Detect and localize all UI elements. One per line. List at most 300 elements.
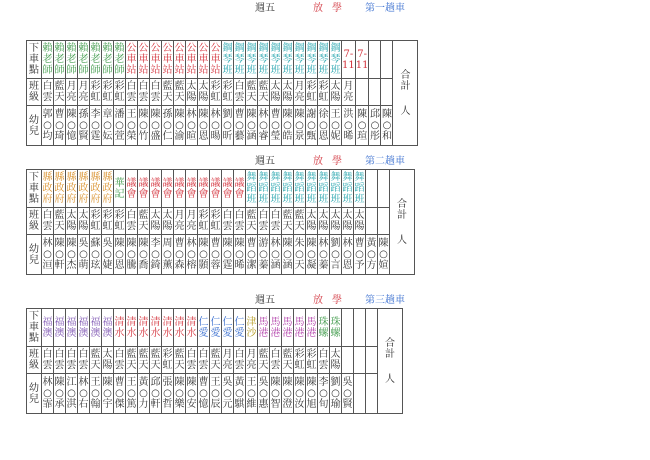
stop-name-char: 政 xyxy=(90,183,101,194)
stop-name-char: 舞 xyxy=(270,172,281,183)
class-name-char: 天 xyxy=(162,92,173,103)
class-name xyxy=(306,349,317,371)
kid-cell xyxy=(342,235,354,275)
kid-name-char: 言 xyxy=(330,260,341,271)
stop-name-char: 車 xyxy=(210,54,221,65)
kid-name-char: ○ xyxy=(115,120,124,131)
stop-cell xyxy=(354,170,366,208)
row-label-class-text-char: 班 xyxy=(29,349,39,360)
row-label-kids xyxy=(27,374,42,414)
class-cell xyxy=(90,79,102,106)
kid-name xyxy=(66,109,77,142)
class-name-char: 天 xyxy=(294,221,305,232)
stop-cell xyxy=(102,170,114,208)
kid-name-char: 惠 xyxy=(258,399,269,410)
kid-name xyxy=(270,109,281,142)
class-name-char: 天 xyxy=(138,360,149,371)
class-name-char: 月 xyxy=(343,81,354,92)
stop-name-char: 站 xyxy=(198,65,209,76)
stop-name xyxy=(210,178,221,200)
kid-name-char: 翰 xyxy=(90,399,101,410)
class-name xyxy=(222,210,233,232)
kid-name-char: 傑 xyxy=(114,399,125,410)
stop-name xyxy=(66,317,77,339)
kid-cell xyxy=(330,235,342,275)
kid-name-char: 皓 xyxy=(282,131,293,142)
stop-name xyxy=(198,317,209,339)
kid-name-char: ○ xyxy=(127,249,136,260)
kid-name-char: ○ xyxy=(91,120,100,131)
stop-name xyxy=(222,43,233,76)
kid-cell xyxy=(126,374,138,414)
class-name xyxy=(42,349,53,371)
kid-name xyxy=(162,377,173,410)
kid-name-char: ○ xyxy=(382,120,392,131)
kid-name-char: ○ xyxy=(139,249,148,260)
class-name-char: 亮 xyxy=(246,360,257,371)
class-name-char: 白 xyxy=(234,81,245,92)
kid-name-char: ○ xyxy=(175,249,184,260)
stop-cell xyxy=(234,41,246,79)
stop-name-char: 議 xyxy=(186,177,197,189)
kid-name-char: 萌 xyxy=(78,260,89,271)
kid-name-char: 曹 xyxy=(174,238,185,249)
kid-name-char: 陳 xyxy=(357,109,368,120)
row-stop xyxy=(27,41,418,79)
class-name xyxy=(330,349,341,371)
kid-name-char: 憶 xyxy=(66,131,77,142)
class-name-char: 藍 xyxy=(174,349,185,360)
stop-name-char: 福 xyxy=(78,316,89,328)
class-name-char: 彩 xyxy=(114,210,125,221)
stop-cell xyxy=(126,309,138,347)
stop-name-char: 福 xyxy=(90,316,101,328)
class-name xyxy=(294,210,305,232)
kid-name-char: ○ xyxy=(67,249,76,260)
stop-name-char: 舞 xyxy=(330,172,341,183)
stop-name-char: 蹈 xyxy=(294,183,305,194)
kid-name xyxy=(102,377,113,410)
kid-name-char: 潘 xyxy=(114,109,125,120)
kid-cell xyxy=(114,374,126,414)
kid-cell xyxy=(102,374,114,414)
class-name xyxy=(222,81,233,103)
class-name-char: 太 xyxy=(102,349,113,360)
class-name-char: 彩 xyxy=(318,81,329,92)
kid-name-char: 媗 xyxy=(378,260,389,271)
class-cell xyxy=(162,208,174,235)
stop-name-char: 港 xyxy=(270,327,281,339)
stop-name xyxy=(138,178,149,200)
stop-name-char: 公 xyxy=(162,43,173,54)
stop-name-char: 議 xyxy=(198,177,209,189)
kid-name-char: ○ xyxy=(79,120,88,131)
class-name-char: 白 xyxy=(42,81,53,92)
class-name xyxy=(246,81,257,103)
kid-name-char: 曹 xyxy=(354,238,365,249)
class-name-char: 白 xyxy=(78,349,89,360)
class-name xyxy=(354,210,365,232)
stop-name-char: 賴 xyxy=(78,43,89,54)
row-label-kids xyxy=(27,235,42,275)
stop-cell xyxy=(246,309,258,347)
kid-cell xyxy=(306,106,318,146)
kid-name-char: 方 xyxy=(366,260,377,271)
stop-cell xyxy=(150,309,162,347)
stop-name-char: 老 xyxy=(102,54,113,65)
stop-cell xyxy=(282,170,294,208)
kid-name-char: ○ xyxy=(344,120,353,131)
kid-name-char: 李 xyxy=(90,109,101,120)
class-name-char: 白 xyxy=(222,210,233,221)
kid-cell xyxy=(282,235,294,275)
class-name-char: 陽 xyxy=(330,360,341,371)
kid-name-char: 霏 xyxy=(42,399,53,410)
class-name xyxy=(54,81,65,103)
stop-name xyxy=(150,178,161,200)
stop-name-char: 仁 xyxy=(234,316,245,328)
kid-name xyxy=(150,238,161,271)
kid-cell xyxy=(66,106,78,146)
class-name xyxy=(42,81,53,103)
class-name-char: 雲 xyxy=(42,92,53,103)
stop-name xyxy=(210,317,221,339)
kid-cell xyxy=(270,235,282,275)
stop-name xyxy=(186,317,197,339)
total-count-cell xyxy=(390,170,415,275)
class-name xyxy=(150,349,161,371)
kid-name-char: 邱 xyxy=(369,109,380,120)
kid-name-char: 涵 xyxy=(270,260,281,271)
stop-name-char: 老 xyxy=(54,54,65,65)
class-name-char: 陽 xyxy=(354,221,365,232)
stop-name-char: 澳 xyxy=(54,327,65,339)
class-name-char: 天 xyxy=(54,92,65,103)
row-label-stop-text-char: 下 xyxy=(29,311,39,322)
stop-name xyxy=(126,178,137,200)
class-name-char: 彩 xyxy=(210,81,221,92)
kid-name xyxy=(270,377,281,410)
stop-name-char: 琴 xyxy=(306,54,317,65)
stop-name xyxy=(330,317,341,339)
stop-name-char: 縣 xyxy=(54,172,65,183)
class-name-char: 虹 xyxy=(318,92,329,103)
kid-name-char: 吳 xyxy=(342,377,353,388)
class-name-char: 白 xyxy=(234,210,245,221)
class-name xyxy=(342,81,355,103)
stop-name-char: 澳 xyxy=(66,327,77,339)
row-label-class xyxy=(27,79,42,106)
kid-cell xyxy=(355,106,369,146)
class-name-char: 虹 xyxy=(114,221,125,232)
stop-name-char: 班 xyxy=(330,65,341,76)
kid-name-char: 劉 xyxy=(222,109,233,120)
stop-name-char: 班 xyxy=(306,65,317,76)
kid-name xyxy=(246,377,257,410)
stop-cell xyxy=(54,309,66,347)
kid-name-char: 妘 xyxy=(102,131,113,142)
kid-name-char: ○ xyxy=(307,388,316,399)
stop-name-char: 會 xyxy=(210,188,221,200)
kid-cell xyxy=(354,235,366,275)
class-name-char: 雲 xyxy=(126,221,137,232)
stop-name-char: 賴 xyxy=(90,43,101,54)
class-name-char: 白 xyxy=(66,349,77,360)
kid-name-char: 恩 xyxy=(198,131,209,142)
class-cell xyxy=(270,208,282,235)
kid-cell xyxy=(234,374,246,414)
stop-name-char: 愛 xyxy=(210,327,221,339)
stop-cell xyxy=(186,309,198,347)
class-name xyxy=(330,210,341,232)
class-cell xyxy=(138,208,150,235)
class-name-char: 彩 xyxy=(90,81,101,92)
stop-name-char: 蹈 xyxy=(330,183,341,194)
kid-cell xyxy=(234,235,246,275)
kid-name-char: 蓁 xyxy=(318,260,329,271)
class-name-char: 白 xyxy=(150,81,161,92)
kid-name-char: ○ xyxy=(151,249,160,260)
class-cell xyxy=(186,347,198,374)
class-name xyxy=(246,349,257,371)
class-name-char: 陽 xyxy=(282,92,293,103)
stop-cell xyxy=(174,309,186,347)
stop-cell xyxy=(114,309,126,347)
stop-name-char: 老 xyxy=(114,54,125,65)
class-name-char: 陽 xyxy=(330,221,341,232)
stop-name-char: 舞 xyxy=(342,172,353,183)
stop-cell xyxy=(66,309,78,347)
class-name-char: 太 xyxy=(330,81,341,92)
kid-name xyxy=(126,238,137,271)
class-cell xyxy=(318,79,330,106)
stop-cell xyxy=(306,41,318,79)
class-cell xyxy=(318,208,330,235)
class-name xyxy=(138,81,149,103)
row-label-stop xyxy=(27,309,42,347)
kid-name-char: ○ xyxy=(55,388,64,399)
kid-cell xyxy=(114,235,126,275)
kid-name-char: 李 xyxy=(318,377,329,388)
kid-name-char: ○ xyxy=(247,388,256,399)
kid-name-char: 陳 xyxy=(150,109,161,120)
stop-name xyxy=(318,172,329,205)
stop-name-char: 馬 xyxy=(294,316,305,328)
stop-name-char: 公 xyxy=(138,43,149,54)
stop-name-char: 仁 xyxy=(198,316,209,328)
class-name-char: 藍 xyxy=(138,210,149,221)
class-cell xyxy=(210,79,222,106)
row-label-stop-text-char: 下 xyxy=(29,43,39,54)
class-cell xyxy=(258,347,270,374)
kid-name-char: 吳 xyxy=(102,238,113,249)
kid-name-char: 江 xyxy=(66,377,77,388)
class-name-char: 亮 xyxy=(174,221,185,232)
kid-name xyxy=(282,238,293,271)
kid-name-char: ○ xyxy=(199,120,208,131)
kid-cell xyxy=(318,235,330,275)
kid-name-char: ○ xyxy=(259,120,268,131)
kid-name-char: 錡 xyxy=(150,260,161,271)
stop-name-char: 港 xyxy=(294,327,305,339)
kid-name-char: ○ xyxy=(115,388,124,399)
class-name xyxy=(150,81,161,103)
class-cell xyxy=(54,347,66,374)
class-name-char: 白 xyxy=(198,349,209,360)
stop-name-char: 螺 xyxy=(318,327,329,339)
stop-name xyxy=(138,43,149,76)
kid-name-char: ○ xyxy=(67,388,76,399)
total-label-char: 計 xyxy=(400,80,411,92)
stop-name-char: 站 xyxy=(210,65,221,76)
stop-name xyxy=(342,172,353,205)
class-name-char: 太 xyxy=(270,81,281,92)
stop-name-char: 琴 xyxy=(330,54,341,65)
stop-name-char: 站 xyxy=(138,65,149,76)
stop-name-char: 府 xyxy=(78,194,89,205)
kid-name-char: 王 xyxy=(126,377,137,388)
class-cell xyxy=(150,347,162,374)
stop-name xyxy=(138,317,149,339)
stop-cell xyxy=(174,170,186,208)
kid-name-char: 林 xyxy=(342,238,353,249)
kid-cell xyxy=(306,374,318,414)
stop-cell xyxy=(318,309,330,347)
kid-name xyxy=(378,238,389,271)
kid-name xyxy=(210,109,221,142)
kid-name-char: 渝 xyxy=(174,131,185,142)
class-name-char: 天 xyxy=(246,92,257,103)
class-name xyxy=(126,349,137,371)
kid-name-char: 旬 xyxy=(318,399,329,410)
class-cell xyxy=(234,79,246,106)
stop-name-char: 縣 xyxy=(102,172,113,183)
kid-name xyxy=(282,109,293,142)
stop-cell xyxy=(318,41,330,79)
stop-name xyxy=(54,172,65,205)
class-name-char: 亮 xyxy=(222,360,233,371)
kid-name-char: 暘 xyxy=(210,131,221,142)
stop-name xyxy=(102,317,113,339)
kid-name-char: ○ xyxy=(199,249,208,260)
kid-name xyxy=(342,377,353,410)
stop-name-char: 11 xyxy=(355,59,369,71)
kid-name-char: ○ xyxy=(43,249,52,260)
class-cell xyxy=(198,347,210,374)
class-name-char: 雲 xyxy=(318,360,329,371)
class-name-char: 陽 xyxy=(342,221,353,232)
kid-name xyxy=(174,377,185,410)
kid-cell xyxy=(330,106,342,146)
kid-name-char: 仁 xyxy=(162,131,173,142)
kid-name-char: 晞 xyxy=(234,260,245,271)
stop-name xyxy=(354,172,365,205)
class-name-char: 虹 xyxy=(90,92,101,103)
row-label-kids-text-char: 兒 xyxy=(29,393,39,405)
kid-name-char: ○ xyxy=(295,249,304,260)
kid-name-char: 陳 xyxy=(102,377,113,388)
kid-cell xyxy=(78,374,90,414)
stop-cell xyxy=(234,309,246,347)
kid-name xyxy=(282,377,293,410)
class-name xyxy=(90,349,101,371)
stop-name-char: 班 xyxy=(282,65,293,76)
stop-name-char: 11 xyxy=(342,59,355,71)
class-name-char: 藍 xyxy=(258,349,269,360)
kid-name xyxy=(186,377,197,410)
class-name xyxy=(102,210,113,232)
class-name-char: 陽 xyxy=(102,360,113,371)
stop-name-char: 鋼 xyxy=(234,43,245,54)
kid-name-char: 陳 xyxy=(174,377,185,388)
kid-name xyxy=(198,109,209,142)
stop-name-char: 班 xyxy=(222,65,233,76)
class-name xyxy=(186,349,197,371)
kid-name-char: 陳 xyxy=(66,238,77,249)
stop-cell xyxy=(294,41,306,79)
stop-name-char: 政 xyxy=(42,183,53,194)
kid-cell xyxy=(162,374,174,414)
kid-cell xyxy=(234,106,246,146)
stop-name-char: 鋼 xyxy=(246,43,257,54)
kid-name xyxy=(162,238,173,271)
kid-cell xyxy=(186,106,198,146)
stop-name-char: 鋼 xyxy=(270,43,281,54)
row-label-stop-text-char: 車 xyxy=(29,54,39,65)
row-label-stop xyxy=(27,170,42,208)
class-name-char: 藍 xyxy=(54,81,65,92)
row-label-kids-text xyxy=(27,244,41,266)
stop-name-char: 議 xyxy=(162,177,173,189)
stop-name xyxy=(258,43,269,76)
kid-name-char: 均 xyxy=(42,131,53,142)
stop-name-char: 港 xyxy=(306,327,317,339)
stop-name-char: 琴 xyxy=(318,54,329,65)
kid-name-char: ○ xyxy=(91,249,100,260)
stop-cell xyxy=(90,170,102,208)
kid-name-char: ○ xyxy=(235,388,244,399)
row-label-kids-text-char: 幼 xyxy=(29,382,39,394)
stop-name-char: 琴 xyxy=(258,54,269,65)
class-cell xyxy=(42,347,54,374)
stop-cell xyxy=(306,309,318,347)
kid-name-char: ○ xyxy=(283,120,292,131)
class-name xyxy=(258,210,269,232)
stop-name-char: 鋼 xyxy=(330,43,341,54)
kid-name-char: 辰 xyxy=(210,399,221,410)
stop-cell xyxy=(330,170,342,208)
class-name-char: 陽 xyxy=(270,92,281,103)
class-name xyxy=(78,210,89,232)
kid-name-char: 潔 xyxy=(246,260,257,271)
row-class xyxy=(27,347,403,374)
class-name-char: 藍 xyxy=(258,81,269,92)
stop-name-char: 班 xyxy=(342,194,353,205)
kid-name-char: 甄 xyxy=(306,131,317,142)
kid-name-char: 瑩 xyxy=(270,131,281,142)
kid-name-char: ○ xyxy=(163,388,172,399)
class-name-char: 白 xyxy=(234,349,245,360)
class-name-char: 雲 xyxy=(114,360,125,371)
stop-cell xyxy=(42,309,54,347)
stop-name xyxy=(150,317,161,339)
stop-cell xyxy=(381,41,393,79)
stop-cell xyxy=(186,170,198,208)
stop-name xyxy=(306,43,317,76)
kid-name-char: 吳 xyxy=(258,377,269,388)
class-cell xyxy=(78,208,90,235)
kid-name-char: 琦 xyxy=(54,131,65,142)
